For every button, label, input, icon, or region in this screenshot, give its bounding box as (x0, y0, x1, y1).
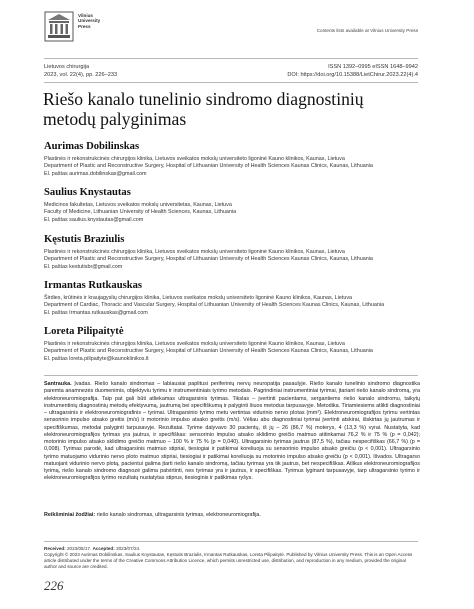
affiliation-en: Department of Plastic and Reconstructive Surgery, Hospital of Lithuanian University of Health Sciences Kaunas Clinics, Kaunas, Lithuania (44, 256, 373, 263)
abstract (44, 381, 420, 483)
author-name: Loreta Pilipaitytė (44, 326, 124, 337)
article-dates: Received: 2023/05/17. Accepted: 2023/07/24. (44, 546, 141, 551)
affiliation-en: Faculty of Medicine, Lithuanian University of Health Sciences, Kaunas, Lithuania (44, 209, 237, 216)
author-email[interactable]: El. paštas aurimas.dobilinskas@gmail.com (44, 170, 147, 177)
author-name: Kęstutis Braziulis (44, 234, 125, 245)
journal-name: Lietuvos chirurgija (44, 64, 90, 70)
affiliation-lt: Medicinos fakultetas, Lietuvos sveikatos mokslų universitetas, Kaunas, Lietuva (44, 202, 232, 208)
author-block (44, 326, 434, 363)
journal-info (44, 63, 117, 79)
affiliation-lt: Plastinės ir rekonstrukcinės chirurgijos klinika, Lietuvos sveikatos mokslų universiteto ligoninė Kauno klinikos, Kaunas, Lietuva (44, 156, 345, 162)
author-block (44, 234, 434, 271)
header-divider (44, 58, 418, 59)
author-email[interactable]: El. paštas kestutisbr@gmail.com (44, 263, 123, 270)
author-name: Aurimas Dobilinskas (44, 141, 140, 152)
author-block (44, 187, 434, 224)
article-dates-and-license (44, 546, 420, 570)
publisher-logo-text: Vilnius University Press (78, 13, 101, 29)
volume-info: 2023, vol. 22(4), pp. 226–233 (44, 72, 118, 78)
author-block (44, 280, 434, 317)
vilnius-university-press-logo (44, 11, 74, 42)
abstract-divider (44, 375, 418, 376)
availability-note: Contents lists available at Vilnius University Press (316, 28, 418, 33)
affiliation-en: Department of Plastic and Reconstructive Surgery, Hospital of Lithuanian University of Health Sciences Kaunas Clinics, Kaunas, Lithuania (44, 348, 373, 355)
keywords-label: Reikšminiai žodžiai: (44, 512, 96, 518)
page-number: 226 (44, 578, 64, 593)
copyright-notice: Copyright © 2023 Aurimas Dobilinskas, Saulius Knystautas, Kęstutis Braziulis, Irmantas Rutkauskas, Loreta Pilipaitytė. Published by Vilnius University Press. This is an Open Access article distributed under the terms of the Creative Commons Attribution Licence, which permits unrestricted use, distribution, and reproduction in any medium, provided the original author and source are credited. (44, 551, 413, 569)
author-email[interactable]: El. paštas saulius.knystautas@gmail.com (44, 216, 144, 223)
abstract-label: Santrauka. (44, 381, 72, 387)
author-name: Saulius Knystautas (44, 187, 131, 198)
article-title: Riešo kanalo tunelinio sindromo diagnostinių metodų palyginimas (43, 89, 364, 129)
affiliation-lt: Plastinės ir rekonstrukcinės chirurgijos klinika, Lietuvos sveikatos mokslų universiteto ligoninė Kauno klinikos, Kaunas, Lietuva (44, 341, 345, 347)
author-email[interactable]: El. paštas loreta.pilipaityte@kaunoklinikos.lt (44, 355, 149, 362)
affiliation-lt: Širdies, krūtinės ir kraujagyslių chirurgijos klinika, Lietuvos sveikatos mokslų universiteto ligoninė Kauno klinikos, Kaunas, Lietuva (44, 295, 353, 301)
footer-divider (44, 541, 418, 542)
affiliation-en: Department of Cardiac, Thoracic and Vascular Surgery, Hospital of Lithuanian University of Health Sciences Kaunas Clinics, Kaunas, Lithuania (44, 302, 385, 309)
keywords (44, 512, 420, 519)
author-block (44, 141, 434, 178)
affiliation-lt: Plastinės ir rekonstrukcinės chirurgijos klinika, Lietuvos sveikatos mokslų universiteto ligoninė Kauno klinikos, Kaunas, Lietuva (44, 249, 345, 255)
identifiers (287, 63, 418, 79)
issn: ISSN 1392–0995 eISSN 1648–9942 (328, 64, 418, 70)
journal-divider (44, 82, 418, 83)
doi[interactable]: DOI: https://doi.org/10.15388/LietChirur.2023.22(4).4 (287, 72, 418, 78)
affiliation-en: Department of Plastic and Reconstructive Surgery, Hospital of Lithuanian University of Health Sciences Kaunas Clinics, Kaunas, Lithuania (44, 163, 373, 170)
author-name: Irmantas Rutkauskas (44, 280, 143, 291)
keywords-text: riešo kanalo sindromas, ultragarsinis tyrimas, elektroneuromiografija. (96, 512, 261, 518)
author-email[interactable]: El. paštas Irmantas.rutkauskas@gmail.com (44, 309, 148, 316)
abstract-text: Įvadas. Riešo kanalo sindromas – labiausiai paplitusi periferinių nervų neuropatija pasaulyje. Riešo kanalo tunelinio sindromo diagnostika paremta anamnezės duomenimis, objektyviu tyrimu ir instrumentiniais tyrimo metodais. Pagrindiniai instrumentiniai tyrimai, įtariant riešo kanalo sindromą, yra elektroneuromiografija. Taip pat gali būti atliekamas ultragarsinis tyrimas. Tikslas – įvertinti pacientams, sergantiems riešo kanalo sindromu, taikytų instrumentinių diagnostinių metodų efektyvumą, jautrumą bei specifiškumą ir palyginti šiuos metodus tarpusavyje. Metodika. Tiriamiesiems atlikti diagnostiniai – ultragarsinis ir elektroneuromiografinis – tyrimai. Ultragarsinio tyrimo metu vertintas vidurinio nervo plotas (mm²). Elektroneuromiografijos tyrimu vertintas sensorinio impulso atsako greitis (m/s) ir motorinio impulso atsako greitis (m/s). Vėliau abu diagnostiniai tyrimai įvertinti atskirai, išskirtas jų jautrumas ir specifiškumas, metodai palyginti tarpusavyje. Rezultatai. Tyrime dalyvavo 30 pacientų, iš jų – 26 (86,7 %) moterys, 4 (13,3 %) vyrai. Nustatyta, kad elektroneuromiografijos tyrimas yra jautrus, ir specifiškas: sensorinio impulso atsako sklidimo greičio matmuo atitinkamai 76,2 % ir 75 % (p = 0,042); motorinio impulso atsako sklidimo greičio matmuo – 100 % ir 75 % (p = 0,040). Ultragarsinio tyrimas jautrus (87,5 %), tačiau nespecifiškas (66,7 %) (p = 0,008). Tyrimas parodė, kad ultragarsinis matmuo stipriai, tiesiogiai ir patikimai koreliuoja su sensorinio impulso atsako greičiu (p < 0,001). Ultragarsinio tyrimo matuojamo vidurinio nervo ploto matmuo stipriai, tiesiogiai ir patikimai koreliuoja su motorinio impulso atsako greičiu (p < 0,001). Išvados. Ultragarso matuojant vidurinio nervo plotą, pacientui galima įtarti riešo kanalo sindromą, tačiau tyrimas yra tik jautrus, bet nespecifiškas. Atlikus elektroneuromiografijos tyrimą, riešo kanalo sindromo diagnozė galima patvirtinti, nes tyrimas yra ir jautrus, ir specifiškas. Tyrimus lyginant tarpusavyje, tarp ultragarsinio tyrimo ir elektroneuromiografijos tyrimo rezultatų nustatytas stiprus, tiesioginis ir patikimas ryšys. (44, 381, 420, 482)
